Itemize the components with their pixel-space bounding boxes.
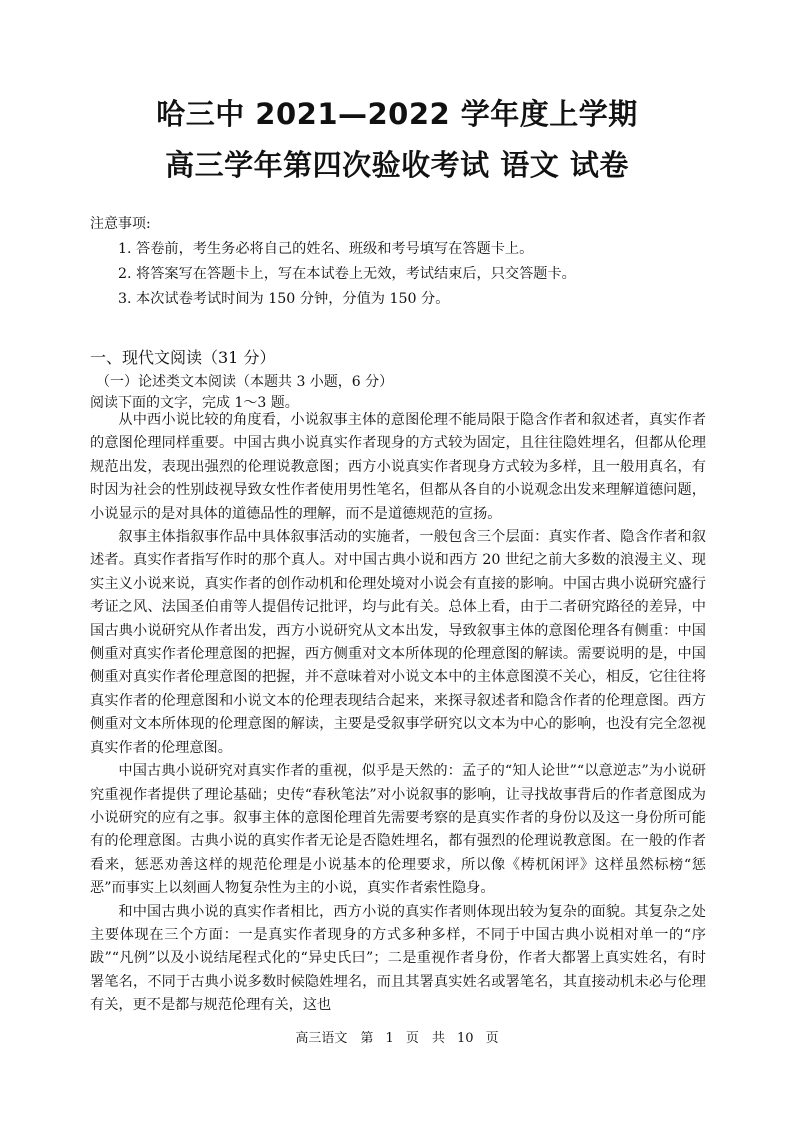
page-footer: 高三语文 第 1 页 共 10 页 — [295, 1031, 499, 1046]
notice-item: 2. 将答案写在答题卡上，写在本试卷上无效，考试结束后，只交答题卡。 — [118, 266, 576, 282]
reading-passage — [90, 409, 706, 1018]
passage-paragraph: 从中西小说比较的角度看，小说叙事主体的意图伦理不能局限于隐含作者和叙述者，真实作者的意图伦理同样重要。中国古典小说真实作者现身的方式较为固定，且往往隐姓埋名，但都从伦理规范出发，表现出强烈的伦理说教意图；西方小说真实作者现身方式较为多样，且一般用真名，有时因为社会的性别歧视导致女性作者使用男性笔名，但都从各自的小说观念出发来理解道德问题，小说显示的是对具体的道德品性的理解，而不是道德规范的宣扬。 — [90, 412, 706, 522]
passage-paragraph: 和中国古典小说的真实作者相比，西方小说的真实作者则体现出较为复杂的面貌。其复杂之处主要体现在三个方面：一是真实作者现身的方式多种多样，不同于中国古典小说相对单一的“序跋”“凡例”以及小说结尾程式化的“异史氏曰”；二是重视作者身份，作者大都署上真实姓名，有时署笔名，不同于古典小说多数时候隐姓埋名，而且其署真实姓名或署笔名，其直接动机未必与伦理有关，更不是都与规范伦理有关，这也 — [90, 903, 706, 1014]
reading-instruction: 阅读下面的文字，完成 1～3 题。 — [90, 395, 299, 411]
notice-heading: 注意事项: — [90, 216, 151, 232]
sub-section-heading: （一）论述类文本阅读（本题共 3 小题，6 分） — [96, 374, 394, 390]
passage-paragraph: 中国古典小说研究对真实作者的重视，似乎是天然的：孟子的“知人论世”“以意逆志”为小说研究重视作者提供了理论基础；史传“春秋笔法”对小说叙事的影响，让寻找故事背后的作者意图成为小说研究的应有之事。叙事主体的意图伦理首先需要考察的是真实作者的身份以及这一身份所可能有的伦理意图。古典小说的真实作者无论是否隐姓埋名，都有强烈的伦理说教意图。在一般的作者看来，惩恶劝善这样的规范伦理是小说基本的伦理要求，所以像《梼杌闲评》这样虽然标榜“惩恶”而事实上以刻画人物复杂性为主的小说，真实作者索性隐身。 — [90, 763, 706, 897]
notice-item: 1. 答卷前，考生务必将自己的姓名、班级和考号填写在答题卡上。 — [118, 241, 534, 257]
section-heading: 一、现代文阅读（31 分） — [90, 348, 276, 367]
exam-title-line1: 哈三中 2021—2022 学年度上学期 — [156, 97, 638, 131]
exam-title-line2: 高三学年第四次验收考试 语文 试卷 — [165, 148, 629, 182]
notice-item: 3. 本次试卷考试时间为 150 分钟，分值为 150 分。 — [118, 291, 450, 307]
passage-paragraph: 叙事主体指叙事作品中具体叙事活动的实施者，一般包含三个层面：真实作者、隐含作者和叙述者。真实作者指写作时的那个真人。对中国古典小说和西方 20 世纪之前大多数的浪漫主义、现实主义小说来说，真实作者的创作动机和伦理处境对小说会有直接的影响。中国古典小说研究盛行考证之风、法国圣伯甫等人提倡传记批评，均与此有关。总体上看，由于二者研究路径的差异，中国古典小说研究从作者出发，西方小说研究从文本出发，导致叙事主体的意图伦理各有侧重：中国侧重对真实作者伦理意图的把握，西方侧重对文本所体现的伦理意图的解读。需要说明的是，中国侧重对真实作者伦理意图的把握，并不意味着对小说文本中的主体意图漠不关心，相反，它往往将真实作者的伦理意图和小说文本的伦理表现结合起来，来探寻叙述者和隐含作者的伦理意图。西方侧重对文本所体现的伦理意图的解读，主要是受叙事学研究以文本为中心的影响，也没有完全忽视真实作者的伦理意图。 — [90, 529, 706, 756]
